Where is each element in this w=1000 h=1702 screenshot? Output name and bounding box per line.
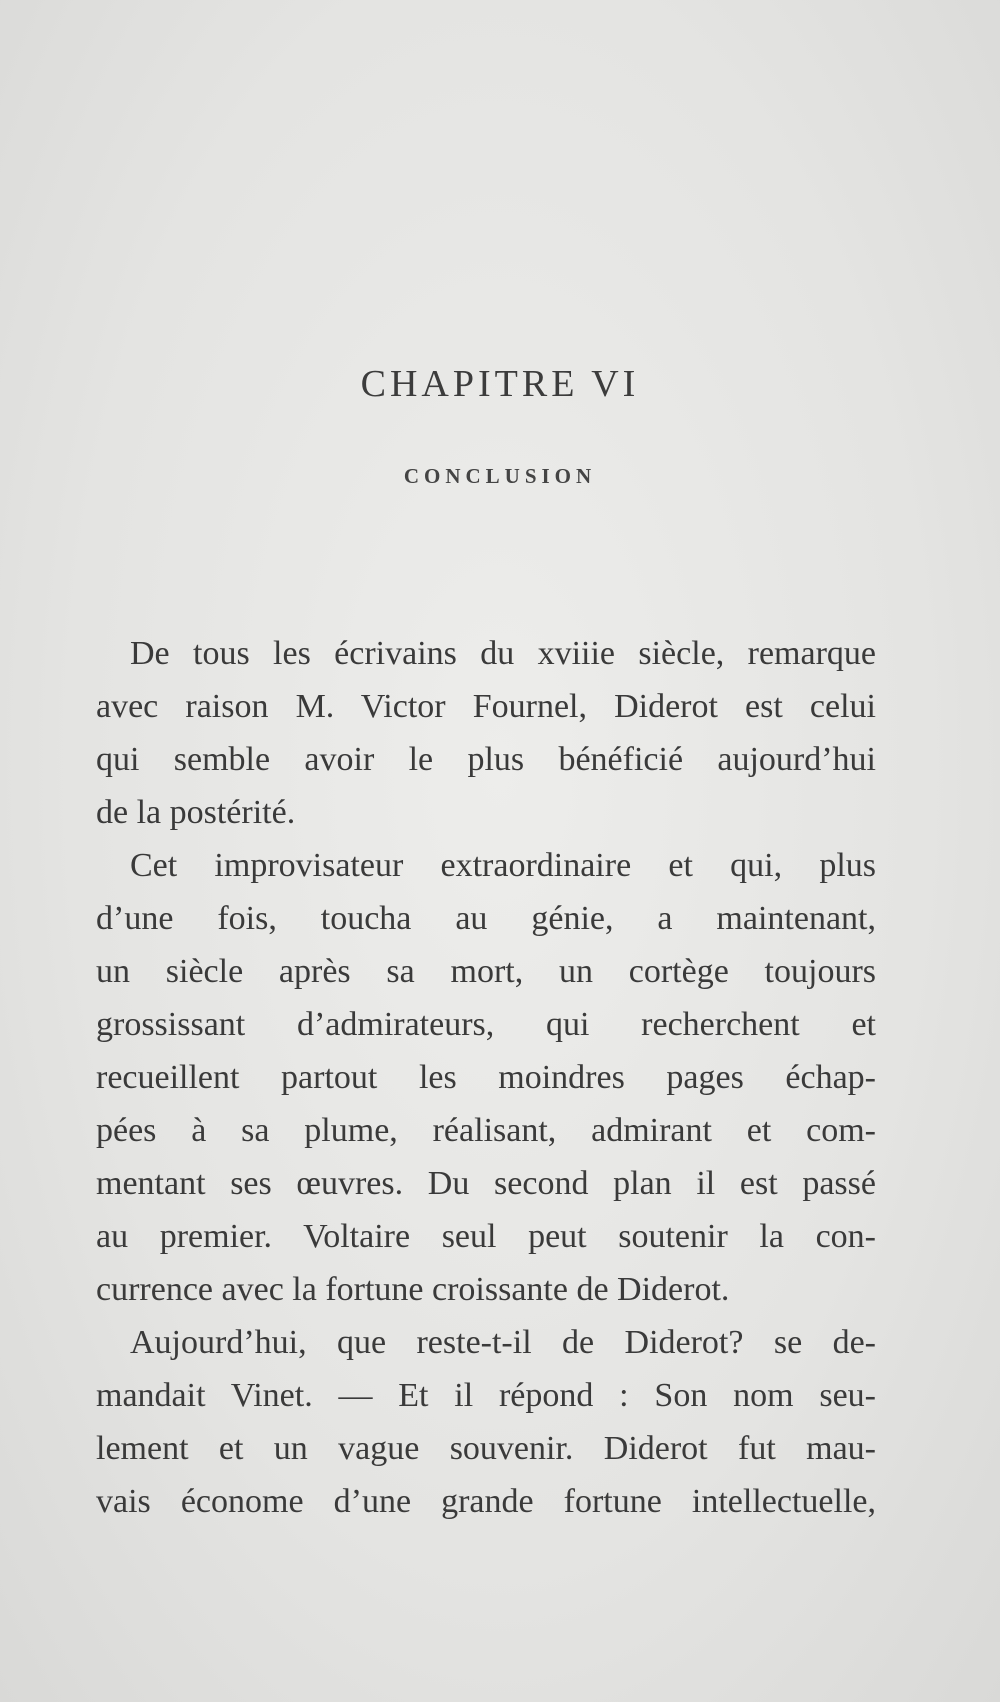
text-line: pées à sa plume, réalisant, admirant et com- <box>96 1112 876 1149</box>
text-line: qui semble avoir le plus bénéficié aujourd’hui <box>96 741 876 778</box>
text-line: lement et un vague souvenir. Diderot fut mau- <box>96 1430 876 1467</box>
chapter-heading: CHAPITRE VI <box>360 363 640 405</box>
text-line: grossissant d’admirateurs, qui recherchent et <box>96 1006 876 1043</box>
text-line: currence avec la fortune croissante de Diderot. <box>96 1271 730 1308</box>
text-line: d’une fois, toucha au génie, a maintenant, <box>96 900 876 937</box>
text-line: un siècle après sa mort, un cortège toujours <box>96 953 876 990</box>
text-line: avec raison M. Victor Fournel, Diderot est celui <box>96 688 876 725</box>
text-line: mentant ses œuvres. Du second plan il est passé <box>96 1165 876 1202</box>
text-line: recueillent partout les moindres pages échap- <box>96 1059 876 1096</box>
text-line: vais économe d’une grande fortune intellectuelle, <box>96 1483 876 1520</box>
text-line: Aujourd’hui, que reste-t-il de Diderot? se de- <box>130 1324 876 1361</box>
text-line: mandait Vinet. — Et il répond : Son nom seu- <box>96 1377 876 1414</box>
text-line: au premier. Voltaire seul peut soutenir la con- <box>96 1218 876 1255</box>
body-text <box>96 627 876 1528</box>
text-line: de la postérité. <box>96 794 296 831</box>
text-line: De tous les écrivains du xviiie siècle, remarque <box>130 635 876 672</box>
text-line: Cet improvisateur extraordinaire et qui, plus <box>130 847 876 884</box>
chapter-subtitle: CONCLUSION <box>403 464 597 488</box>
